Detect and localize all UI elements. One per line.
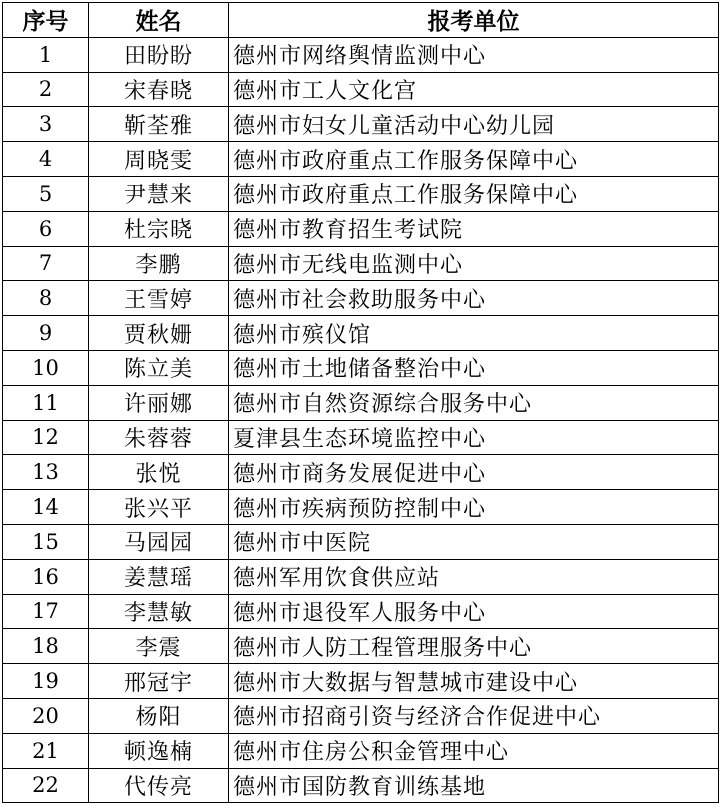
table-row [3, 107, 719, 142]
row-name: 李鹏 [89, 246, 229, 281]
header-no: 序号 [3, 3, 89, 38]
table-row [3, 455, 719, 490]
row-name: 代传亮 [89, 768, 229, 803]
row-name: 李慧敏 [89, 594, 229, 629]
table-row [3, 72, 719, 107]
row-name: 许丽娜 [89, 385, 229, 420]
row-unit: 德州市商务发展促进中心 [229, 455, 719, 490]
row-number: 12 [3, 420, 89, 455]
table-row [3, 246, 719, 281]
table-row [3, 733, 719, 768]
row-unit: 德州市人防工程管理服务中心 [229, 629, 719, 664]
row-unit: 德州市招商引资与经济合作促进中心 [229, 698, 719, 733]
table-row [3, 698, 719, 733]
header-row [3, 3, 719, 38]
row-unit: 德州市殡仪馆 [229, 316, 719, 351]
table-row [3, 211, 719, 246]
row-number: 1 [3, 37, 89, 72]
table-row [3, 316, 719, 351]
row-unit: 德州市大数据与智慧城市建设中心 [229, 664, 719, 699]
row-unit: 德州市政府重点工作服务保障中心 [229, 176, 719, 211]
row-unit: 德州市疾病预防控制中心 [229, 490, 719, 525]
row-unit: 夏津县生态环境监控中心 [229, 420, 719, 455]
row-name: 马园园 [89, 524, 229, 559]
row-name: 杨阳 [89, 698, 229, 733]
row-number: 22 [3, 768, 89, 803]
row-name: 姜慧瑶 [89, 559, 229, 594]
table-row [3, 385, 719, 420]
row-name: 宋春晓 [89, 72, 229, 107]
document-sheet [2, 2, 718, 808]
table-body [3, 37, 719, 803]
row-number: 15 [3, 524, 89, 559]
row-unit: 德州市国防教育训练基地 [229, 768, 719, 803]
table-row [3, 176, 719, 211]
row-number: 21 [3, 733, 89, 768]
row-unit: 德州市妇女儿童活动中心幼儿园 [229, 107, 719, 142]
row-name: 尹慧来 [89, 176, 229, 211]
row-number: 9 [3, 316, 89, 351]
table-row [3, 420, 719, 455]
row-number: 8 [3, 281, 89, 316]
table-row [3, 664, 719, 699]
row-unit: 德州市无线电监测中心 [229, 246, 719, 281]
row-number: 10 [3, 350, 89, 385]
row-number: 14 [3, 490, 89, 525]
row-unit: 德州军用饮食供应站 [229, 559, 719, 594]
row-unit: 德州市政府重点工作服务保障中心 [229, 142, 719, 177]
row-unit: 德州市中医院 [229, 524, 719, 559]
table-row [3, 559, 719, 594]
row-number: 4 [3, 142, 89, 177]
row-name: 周晓雯 [89, 142, 229, 177]
row-number: 18 [3, 629, 89, 664]
row-number: 6 [3, 211, 89, 246]
row-number: 13 [3, 455, 89, 490]
header-name: 姓名 [89, 3, 229, 38]
table-row [3, 350, 719, 385]
row-name: 贾秋姗 [89, 316, 229, 351]
row-name: 杜宗晓 [89, 211, 229, 246]
row-name: 靳荃雅 [89, 107, 229, 142]
candidate-table [2, 2, 719, 803]
row-name: 张兴平 [89, 490, 229, 525]
table-row [3, 37, 719, 72]
row-name: 王雪婷 [89, 281, 229, 316]
row-number: 5 [3, 176, 89, 211]
row-number: 2 [3, 72, 89, 107]
table-row [3, 524, 719, 559]
row-number: 7 [3, 246, 89, 281]
row-name: 邢冠宇 [89, 664, 229, 699]
header-unit: 报考单位 [229, 3, 719, 38]
row-number: 20 [3, 698, 89, 733]
row-name: 田盼盼 [89, 37, 229, 72]
row-name: 张悦 [89, 455, 229, 490]
row-number: 19 [3, 664, 89, 699]
table-row [3, 629, 719, 664]
row-unit: 德州市退役军人服务中心 [229, 594, 719, 629]
row-name: 李震 [89, 629, 229, 664]
row-unit: 德州市自然资源综合服务中心 [229, 385, 719, 420]
row-number: 11 [3, 385, 89, 420]
row-unit: 德州市教育招生考试院 [229, 211, 719, 246]
row-unit: 德州市工人文化宫 [229, 72, 719, 107]
table-row [3, 594, 719, 629]
row-unit: 德州市住房公积金管理中心 [229, 733, 719, 768]
table-row [3, 768, 719, 803]
table-row [3, 281, 719, 316]
row-name: 陈立美 [89, 350, 229, 385]
row-unit: 德州市社会救助服务中心 [229, 281, 719, 316]
row-unit: 德州市网络舆情监测中心 [229, 37, 719, 72]
row-name: 顿逸楠 [89, 733, 229, 768]
row-unit: 德州市土地储备整治中心 [229, 350, 719, 385]
row-number: 17 [3, 594, 89, 629]
table-row [3, 142, 719, 177]
row-number: 16 [3, 559, 89, 594]
row-number: 3 [3, 107, 89, 142]
table-row [3, 490, 719, 525]
row-name: 朱蓉蓉 [89, 420, 229, 455]
